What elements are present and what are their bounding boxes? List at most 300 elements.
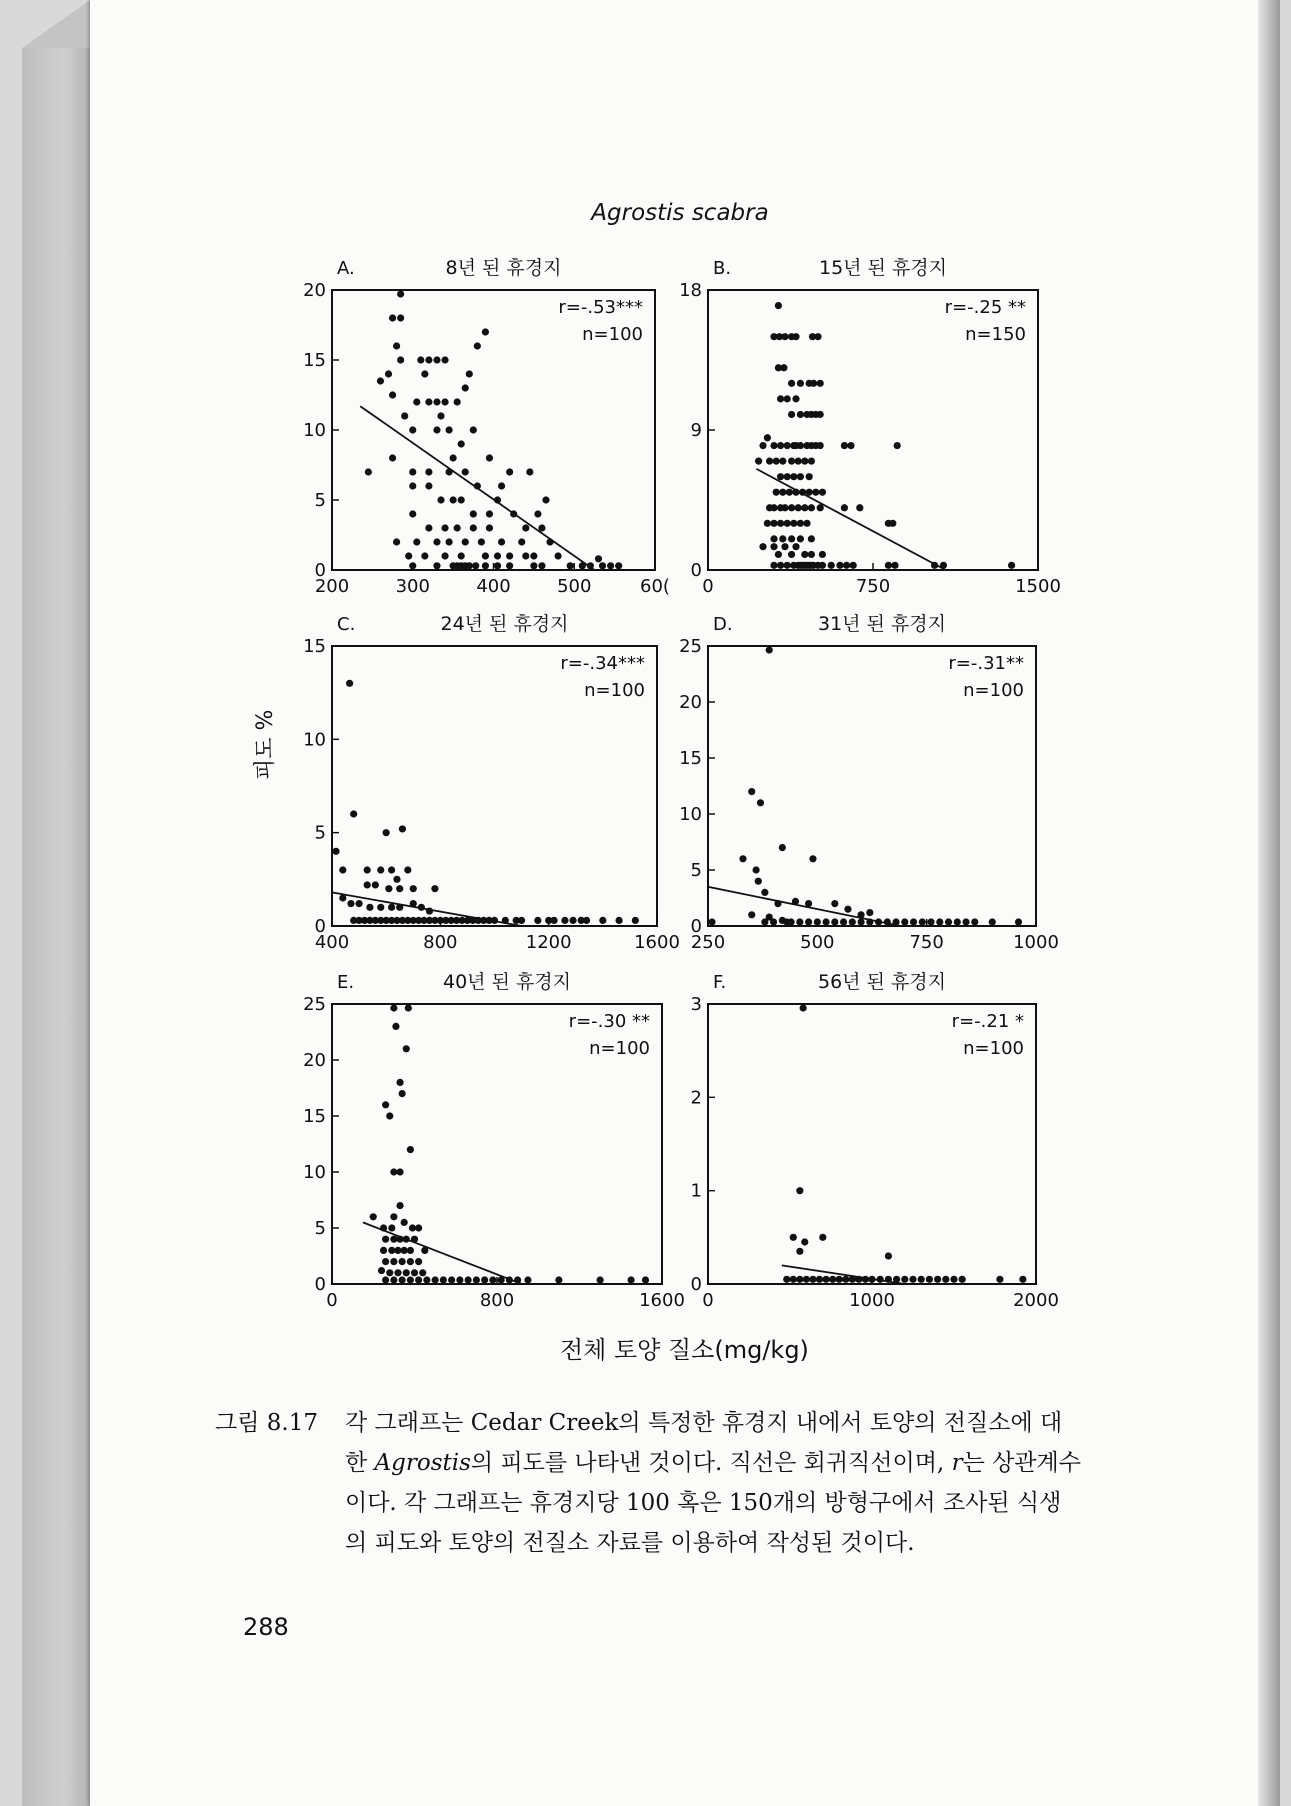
data-point (855, 1276, 862, 1283)
data-point (389, 391, 396, 398)
sample-size-label: n=100 (584, 680, 645, 701)
data-point (847, 442, 854, 449)
data-point (790, 520, 797, 527)
data-point (926, 1276, 933, 1283)
data-point (796, 1248, 803, 1255)
panel-letter: B. (713, 258, 732, 279)
data-point (567, 562, 574, 569)
x-tick-label: 1500 (1015, 576, 1061, 597)
data-point (784, 442, 791, 449)
panel-letter: E. (337, 972, 355, 993)
data-point (382, 1101, 389, 1108)
data-point (812, 489, 819, 496)
data-point (433, 562, 440, 569)
data-point (450, 454, 457, 461)
data-point (885, 1252, 892, 1259)
data-point (390, 1258, 397, 1265)
x-tick-label: 1000 (849, 1290, 895, 1311)
x-tick-label: 0 (326, 1290, 338, 1311)
y-tick-label: 20 (679, 692, 702, 713)
data-point (841, 504, 848, 511)
data-point (462, 384, 469, 391)
data-point (808, 551, 815, 558)
data-point (868, 1276, 875, 1283)
data-point (462, 538, 469, 545)
data-point (777, 562, 784, 569)
y-tick-label: 0 (314, 916, 326, 937)
data-point (561, 917, 568, 924)
data-point (409, 426, 416, 433)
data-point (372, 881, 379, 888)
data-point (801, 1238, 808, 1245)
data-point (385, 885, 392, 892)
data-point (739, 855, 746, 862)
panel-title: 8년 된 휴경지 (445, 257, 562, 279)
data-point (808, 458, 815, 465)
data-point (415, 1224, 422, 1231)
data-point (797, 380, 804, 387)
data-point (401, 1219, 408, 1226)
caption-line-4: 의 피도와 토양의 전질소 자료를 이용하여 작성된 것이다. (345, 1530, 915, 1556)
data-point (801, 504, 808, 511)
data-point (366, 904, 373, 911)
data-point (796, 1276, 803, 1283)
data-point (788, 535, 795, 542)
data-point (526, 468, 533, 475)
y-tick-label: 15 (303, 350, 326, 371)
data-point (819, 489, 826, 496)
x-tick-label: 500 (800, 932, 835, 953)
data-point (792, 543, 799, 550)
data-point (466, 370, 473, 377)
data-point (579, 562, 586, 569)
data-point (396, 1236, 403, 1243)
data-point (801, 551, 808, 558)
data-point (1008, 562, 1015, 569)
x-tick-label: 1200 (525, 932, 572, 953)
data-point (386, 1269, 393, 1276)
data-point (770, 535, 777, 542)
data-point (440, 1276, 447, 1283)
data-point (792, 333, 799, 340)
data-point (797, 520, 804, 527)
data-point (877, 1276, 884, 1283)
data-point (407, 1247, 414, 1254)
y-tick-label: 10 (679, 804, 702, 825)
x-tick-label: 200 (314, 576, 350, 597)
caption-genus: Agrostis (374, 1450, 471, 1476)
data-point (405, 552, 412, 559)
data-point (783, 918, 790, 925)
data-point (708, 918, 715, 925)
data-point (774, 900, 781, 907)
caption-number: 그림 8.17 (215, 1410, 318, 1436)
data-point (766, 646, 773, 653)
data-point (494, 562, 501, 569)
data-point (346, 680, 353, 687)
caption-line-3: 이다. 각 그래프는 휴경지당 100 혹은 150개의 방형구에서 조사된 식생 (345, 1490, 1062, 1516)
data-point (407, 1146, 414, 1153)
data-point (773, 489, 780, 496)
data-point (542, 496, 549, 503)
data-point (454, 398, 461, 405)
data-point (388, 904, 395, 911)
data-point (792, 395, 799, 402)
sample-size-label: n=100 (963, 1038, 1024, 1059)
data-point (755, 878, 762, 885)
panel-title: 56년 된 휴경지 (817, 971, 947, 993)
data-point (390, 1276, 397, 1283)
data-point (388, 1224, 395, 1231)
data-point (411, 1269, 418, 1276)
data-point (390, 1236, 397, 1243)
data-point (486, 510, 493, 517)
data-point (950, 1276, 957, 1283)
data-point (421, 552, 428, 559)
x-tick-label: 750 (909, 932, 944, 953)
data-point (396, 904, 403, 911)
data-point (415, 1276, 422, 1283)
data-point (383, 829, 390, 836)
correlation-label: r=-.34*** (560, 653, 645, 674)
data-point (339, 894, 346, 901)
data-point (498, 482, 505, 489)
data-point (843, 562, 850, 569)
data-point (332, 848, 339, 855)
data-point (893, 1276, 900, 1283)
data-point (431, 885, 438, 892)
data-point (857, 911, 864, 918)
data-point (417, 356, 424, 363)
data-point (829, 1276, 836, 1283)
data-point (783, 1276, 790, 1283)
data-point (866, 918, 873, 925)
data-point (409, 1224, 416, 1231)
data-point (918, 1276, 925, 1283)
data-point (411, 1236, 418, 1243)
x-tick-label: 2000 (1013, 1290, 1059, 1311)
data-point (470, 426, 477, 433)
y-tick-label: 10 (303, 1162, 326, 1183)
data-point (892, 918, 899, 925)
data-point (538, 562, 545, 569)
data-point (770, 442, 777, 449)
data-point (378, 1267, 385, 1274)
data-point (396, 1168, 403, 1175)
data-point (397, 356, 404, 363)
data-point (781, 333, 788, 340)
data-point (790, 1276, 797, 1283)
data-point (396, 1202, 403, 1209)
data-point (393, 342, 400, 349)
data-point (795, 458, 802, 465)
data-point (518, 538, 525, 545)
data-point (996, 1276, 1003, 1283)
data-point (399, 1090, 406, 1097)
data-point (803, 520, 810, 527)
data-point (405, 1004, 412, 1011)
panel-letter: A. (337, 258, 355, 279)
data-point (808, 504, 815, 511)
data-point (466, 562, 473, 569)
data-point (599, 562, 606, 569)
data-point (632, 917, 639, 924)
data-point (441, 552, 448, 559)
data-point (370, 1213, 377, 1220)
data-point (784, 520, 791, 527)
data-point (482, 562, 489, 569)
data-point (454, 524, 461, 531)
panel-letter: F. (713, 972, 727, 993)
data-point (862, 1276, 869, 1283)
data-point (801, 458, 808, 465)
data-point (761, 889, 768, 896)
y-tick-label: 5 (314, 1218, 326, 1239)
data-point (770, 918, 777, 925)
data-point (397, 290, 404, 297)
data-point (819, 551, 826, 558)
data-point (382, 1236, 389, 1243)
panel-letter: C. (337, 614, 356, 635)
data-point (627, 1276, 634, 1283)
data-point (836, 562, 843, 569)
data-point (534, 917, 541, 924)
data-point (788, 380, 795, 387)
data-point (394, 1247, 401, 1254)
data-point (800, 1004, 807, 1011)
data-point (781, 504, 788, 511)
data-point (389, 454, 396, 461)
data-point (445, 538, 452, 545)
data-point (954, 918, 961, 925)
data-point (790, 473, 797, 480)
data-point (390, 1004, 397, 1011)
data-point (404, 866, 411, 873)
x-tick-label: 0 (702, 1290, 714, 1311)
data-point (538, 524, 545, 531)
data-point (788, 458, 795, 465)
caption-r: r (951, 1450, 963, 1476)
y-tick-label: 0 (314, 560, 326, 581)
data-point (407, 1276, 414, 1283)
data-point (409, 468, 416, 475)
data-point (437, 412, 444, 419)
sample-size-label: n=100 (582, 324, 643, 345)
data-point (810, 380, 817, 387)
caption-line-2-a: 한 (345, 1450, 375, 1476)
data-point (753, 866, 760, 873)
y-tick-label: 25 (303, 994, 326, 1015)
data-point (388, 1247, 395, 1254)
data-point (784, 473, 791, 480)
data-point (441, 356, 448, 363)
data-point (530, 562, 537, 569)
x-tick-label: 800 (423, 932, 458, 953)
data-point (462, 468, 469, 475)
data-point (792, 489, 799, 496)
data-point (748, 788, 755, 795)
y-tick-label: 10 (303, 729, 326, 751)
y-tick-label: 0 (314, 1274, 326, 1295)
x-tick-label: 400 (476, 576, 511, 597)
data-point (781, 543, 788, 550)
data-point (945, 918, 952, 925)
data-point (486, 524, 493, 531)
data-point (415, 1258, 422, 1265)
data-point (959, 1276, 966, 1283)
data-point (413, 398, 420, 405)
data-point (481, 1276, 488, 1283)
data-point (425, 398, 432, 405)
data-point (380, 1247, 387, 1254)
data-point (786, 489, 793, 496)
caption-line-2 (345, 1443, 1081, 1483)
data-point (433, 356, 440, 363)
y-tick-label: 0 (690, 1274, 702, 1295)
data-point (474, 482, 481, 489)
data-point (934, 1276, 941, 1283)
data-point (817, 442, 824, 449)
data-point (388, 866, 395, 873)
data-point (607, 562, 614, 569)
data-point (797, 473, 804, 480)
data-point (425, 468, 432, 475)
y-tick-label: 3 (690, 994, 702, 1015)
data-point (403, 1269, 410, 1276)
data-point (437, 496, 444, 503)
data-point (498, 1276, 505, 1283)
data-point (971, 918, 978, 925)
figure-title: Agrostis scabra (591, 200, 769, 226)
data-point (390, 1168, 397, 1175)
data-point (397, 314, 404, 321)
data-point (514, 1276, 521, 1283)
data-point (796, 1187, 803, 1194)
x-tick-label: 60( (640, 576, 670, 597)
data-point (817, 380, 824, 387)
panel-title: 40년 된 휴경지 (442, 971, 572, 993)
data-point (555, 1276, 562, 1283)
data-point (494, 552, 501, 559)
data-point (806, 473, 813, 480)
data-point (779, 489, 786, 496)
y-tick-label: 20 (303, 280, 326, 301)
data-point (377, 904, 384, 911)
data-point (518, 917, 525, 924)
data-point (806, 489, 813, 496)
data-point (962, 918, 969, 925)
data-point (779, 844, 786, 851)
data-point (836, 1276, 843, 1283)
data-point (390, 1213, 397, 1220)
data-point (642, 1276, 649, 1283)
data-point (401, 412, 408, 419)
data-point (777, 442, 784, 449)
data-point (931, 562, 938, 569)
data-point (770, 520, 777, 527)
data-point (498, 538, 505, 545)
x-tick-label: 800 (479, 1290, 515, 1311)
data-point (380, 1224, 387, 1231)
data-point (450, 496, 457, 503)
data-point (809, 1276, 816, 1283)
data-point (393, 876, 400, 883)
data-point (534, 510, 541, 517)
y-tick-label: 15 (679, 748, 702, 769)
x-tick-label: 1000 (1013, 932, 1059, 953)
data-point (382, 1258, 389, 1265)
y-tick-label: 5 (314, 490, 326, 511)
data-point (857, 918, 864, 925)
data-point (433, 538, 440, 545)
y-tick-label: 0 (690, 560, 702, 581)
data-point (474, 342, 481, 349)
data-point (502, 917, 509, 924)
data-point (770, 543, 777, 550)
x-tick-label: 0 (702, 576, 714, 597)
correlation-label: r=-.53*** (558, 297, 643, 318)
data-point (355, 900, 362, 907)
data-point (364, 866, 371, 873)
data-point (773, 458, 780, 465)
data-point (885, 562, 892, 569)
data-point (432, 1276, 439, 1283)
data-point (796, 918, 803, 925)
data-point (615, 917, 622, 924)
data-point (389, 314, 396, 321)
data-point (779, 458, 786, 465)
data-point (788, 551, 795, 558)
data-point (840, 918, 847, 925)
data-point (506, 552, 513, 559)
panel-title: 31년 된 휴경지 (817, 613, 947, 635)
data-point (595, 555, 602, 562)
data-point (814, 333, 821, 340)
data-point (927, 918, 934, 925)
data-point (458, 440, 465, 447)
data-point (407, 1258, 414, 1265)
data-point (399, 1258, 406, 1265)
data-point (445, 426, 452, 433)
data-point (472, 562, 479, 569)
data-point (599, 917, 606, 924)
data-point (347, 900, 354, 907)
data-point (942, 1276, 949, 1283)
data-point (458, 552, 465, 559)
data-point (377, 377, 384, 384)
data-point (1019, 1276, 1026, 1283)
data-point (759, 442, 766, 449)
data-point (365, 468, 372, 475)
data-point (901, 918, 908, 925)
data-point (426, 907, 433, 914)
panel-title: 15년 된 휴경지 (818, 257, 948, 279)
data-point (433, 398, 440, 405)
data-point (866, 909, 873, 916)
data-point (989, 918, 996, 925)
y-tick-label: 1 (690, 1180, 702, 1202)
x-tick-label: 1600 (634, 932, 680, 953)
data-point (399, 1276, 406, 1283)
data-point (828, 562, 835, 569)
data-point (392, 1023, 399, 1030)
data-point (788, 411, 795, 418)
data-point (803, 1276, 810, 1283)
data-point (748, 911, 755, 918)
data-point (350, 810, 357, 817)
data-point (583, 917, 590, 924)
y-tick-label: 10 (303, 420, 326, 441)
